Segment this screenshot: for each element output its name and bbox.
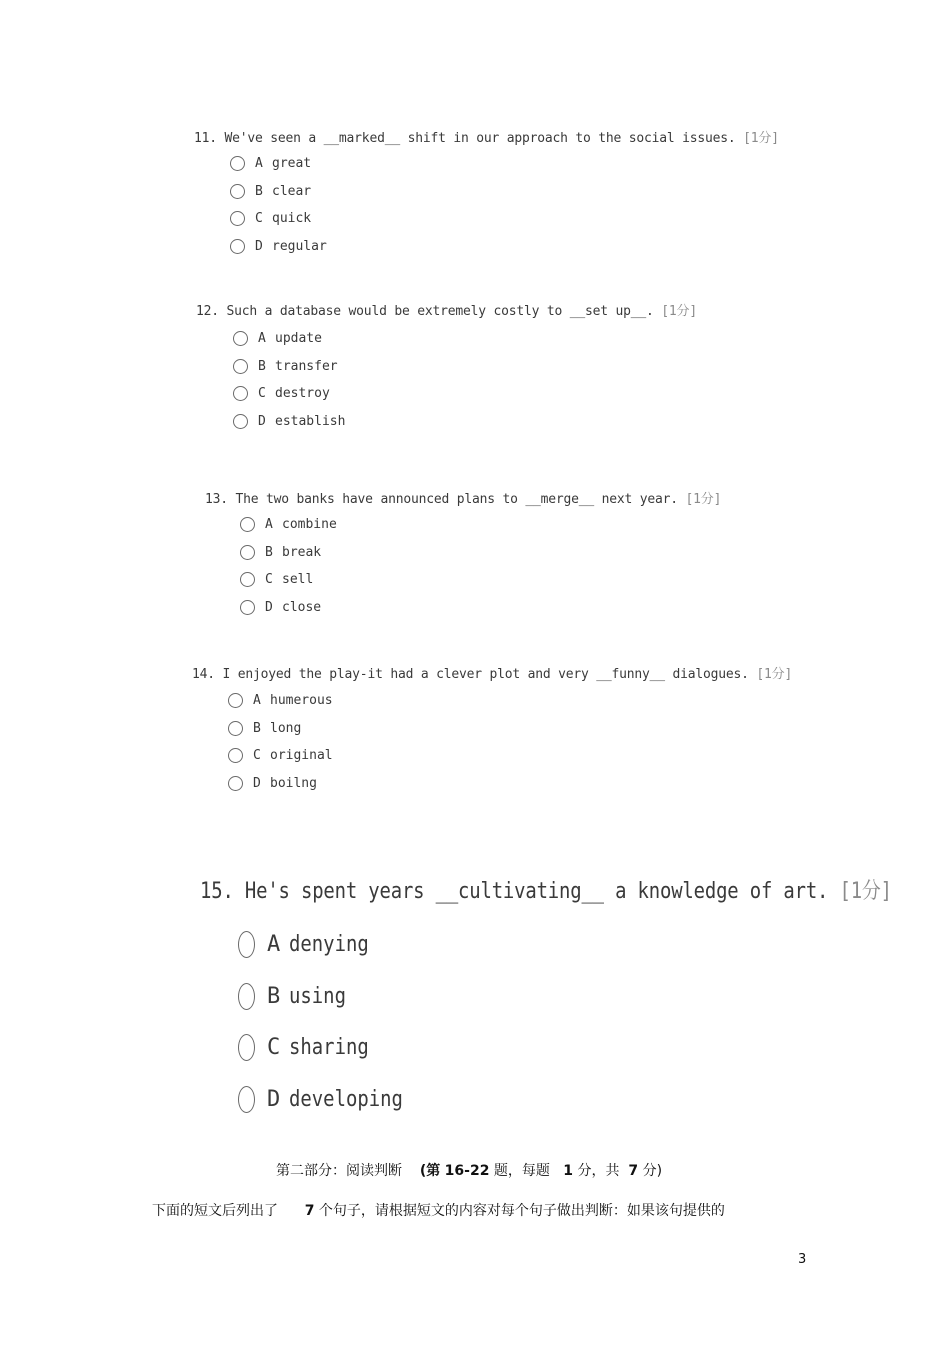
option-text: using bbox=[289, 983, 346, 1009]
question-number: 15. bbox=[200, 879, 234, 904]
section-heading bbox=[276, 1160, 662, 1180]
question-number: 14. bbox=[192, 667, 215, 682]
radio-button[interactable] bbox=[238, 1086, 255, 1113]
radio-button[interactable] bbox=[238, 1034, 255, 1061]
option-text: transfer bbox=[275, 358, 338, 374]
option-text: great bbox=[272, 156, 312, 172]
question-text: Such a database would be extremely costly to __set up__. bbox=[226, 304, 654, 319]
radio-button[interactable] bbox=[228, 693, 243, 708]
option-text: humerous bbox=[270, 693, 333, 709]
section-title: 第二部分：阅读判断 bbox=[276, 1163, 402, 1179]
option-c[interactable] bbox=[233, 380, 697, 408]
question-score: [1分] bbox=[661, 304, 697, 319]
question-14 bbox=[192, 663, 792, 797]
radio-button[interactable] bbox=[233, 386, 248, 401]
question-15 bbox=[200, 874, 950, 1125]
option-c[interactable] bbox=[230, 205, 779, 233]
question-number: 11. bbox=[194, 131, 217, 146]
question-11 bbox=[194, 127, 779, 260]
radio-button[interactable] bbox=[240, 572, 255, 587]
option-letter: C bbox=[267, 1035, 281, 1061]
radio-button[interactable] bbox=[240, 600, 255, 615]
option-text: clear bbox=[272, 183, 312, 199]
radio-button[interactable] bbox=[230, 211, 245, 226]
option-d[interactable] bbox=[233, 408, 697, 436]
option-d[interactable] bbox=[228, 770, 792, 798]
section-per-unit: 分，共 bbox=[577, 1163, 620, 1179]
option-text: update bbox=[275, 331, 322, 347]
option-letter: C bbox=[265, 572, 273, 588]
radio-button[interactable] bbox=[228, 748, 243, 763]
option-c[interactable] bbox=[240, 566, 721, 594]
option-letter: A bbox=[265, 517, 273, 533]
question-12 bbox=[196, 300, 697, 435]
section-range-unit: 题，每题 bbox=[493, 1163, 550, 1179]
option-a[interactable] bbox=[230, 150, 779, 178]
radio-button[interactable] bbox=[233, 331, 248, 346]
section-total-unit: 分) bbox=[642, 1163, 663, 1179]
option-letter: D bbox=[255, 238, 263, 254]
option-text: sharing bbox=[289, 1035, 369, 1061]
option-letter: A bbox=[253, 693, 261, 709]
option-c[interactable] bbox=[238, 1022, 950, 1074]
question-stem bbox=[194, 127, 779, 146]
question-13 bbox=[205, 488, 721, 621]
option-letter: B bbox=[267, 983, 281, 1009]
option-d[interactable] bbox=[230, 233, 779, 261]
option-a[interactable] bbox=[238, 919, 950, 971]
question-score: [1分] bbox=[743, 131, 779, 146]
radio-button[interactable] bbox=[238, 983, 255, 1010]
option-text: boilng bbox=[270, 775, 317, 791]
option-text: developing bbox=[289, 1086, 403, 1112]
option-b[interactable] bbox=[238, 971, 950, 1023]
option-letter: D bbox=[267, 1086, 281, 1112]
option-text: long bbox=[270, 720, 302, 736]
option-letter: C bbox=[255, 211, 263, 227]
section-range: 16-22 bbox=[444, 1163, 490, 1179]
option-text: close bbox=[282, 599, 322, 615]
instruction-count: 7 bbox=[304, 1203, 315, 1219]
question-score: [1分] bbox=[685, 492, 722, 507]
question-text: The two banks have announced plans to __merge__ next year. bbox=[235, 492, 678, 507]
question-text: I enjoyed the play-it had a clever plot and very __funny__ dialogues. bbox=[222, 667, 749, 682]
option-d[interactable] bbox=[238, 1074, 950, 1126]
radio-button[interactable] bbox=[240, 517, 255, 532]
option-a[interactable] bbox=[240, 511, 721, 539]
option-text: combine bbox=[282, 517, 337, 533]
option-b[interactable] bbox=[240, 539, 721, 567]
page-number: 3 bbox=[798, 1252, 807, 1267]
radio-button[interactable] bbox=[230, 156, 245, 171]
question-stem bbox=[196, 300, 697, 319]
option-text: quick bbox=[272, 211, 312, 227]
option-letter: A bbox=[255, 156, 263, 172]
option-letter: B bbox=[253, 720, 261, 736]
option-a[interactable] bbox=[228, 687, 792, 715]
option-b[interactable] bbox=[228, 715, 792, 743]
option-text: regular bbox=[272, 238, 327, 254]
radio-button[interactable] bbox=[228, 776, 243, 791]
radio-button[interactable] bbox=[240, 545, 255, 560]
section-per-score: 1 bbox=[563, 1163, 574, 1179]
radio-button[interactable] bbox=[233, 414, 248, 429]
section-total: 7 bbox=[628, 1163, 639, 1179]
question-number: 13. bbox=[205, 492, 228, 507]
option-letter: B bbox=[255, 183, 263, 199]
option-letter: B bbox=[265, 544, 273, 560]
question-stem bbox=[205, 488, 721, 507]
question-number: 12. bbox=[196, 304, 219, 319]
option-letter: C bbox=[253, 748, 261, 764]
option-letter: D bbox=[265, 599, 273, 615]
option-letter: A bbox=[258, 331, 266, 347]
instruction-after: 个句子，请根据短文的内容对每个句子做出判断：如果该句提供的 bbox=[318, 1203, 725, 1219]
option-letter: D bbox=[253, 775, 261, 791]
option-b[interactable] bbox=[233, 353, 697, 381]
option-text: destroy bbox=[275, 386, 330, 402]
radio-button[interactable] bbox=[233, 359, 248, 374]
radio-button[interactable] bbox=[230, 184, 245, 199]
option-text: establish bbox=[275, 413, 346, 429]
radio-button[interactable] bbox=[230, 239, 245, 254]
question-score: [1分] bbox=[839, 879, 892, 904]
radio-button[interactable] bbox=[238, 931, 255, 958]
option-letter: D bbox=[258, 413, 266, 429]
question-score: [1分] bbox=[756, 667, 793, 682]
instruction-text bbox=[152, 1200, 725, 1220]
option-text: break bbox=[282, 544, 322, 560]
question-stem bbox=[192, 663, 792, 682]
instruction-before: 下面的短文后列出了 bbox=[152, 1203, 278, 1219]
option-a[interactable] bbox=[233, 325, 697, 353]
option-letter: B bbox=[258, 358, 266, 374]
question-stem bbox=[200, 874, 892, 905]
option-text: original bbox=[270, 748, 333, 764]
option-c[interactable] bbox=[228, 742, 792, 770]
radio-button[interactable] bbox=[228, 721, 243, 736]
question-text: We've seen a __marked__ shift in our approach to the social issues. bbox=[224, 131, 736, 146]
option-d[interactable] bbox=[240, 594, 721, 622]
option-text: denying bbox=[289, 932, 369, 958]
option-letter: C bbox=[258, 386, 266, 402]
option-b[interactable] bbox=[230, 178, 779, 206]
option-text: sell bbox=[282, 572, 314, 588]
section-range-open: (第 bbox=[419, 1163, 441, 1179]
option-letter: A bbox=[267, 932, 281, 958]
question-text: He's spent years __cultivating__ a knowledge of art. bbox=[244, 879, 829, 904]
